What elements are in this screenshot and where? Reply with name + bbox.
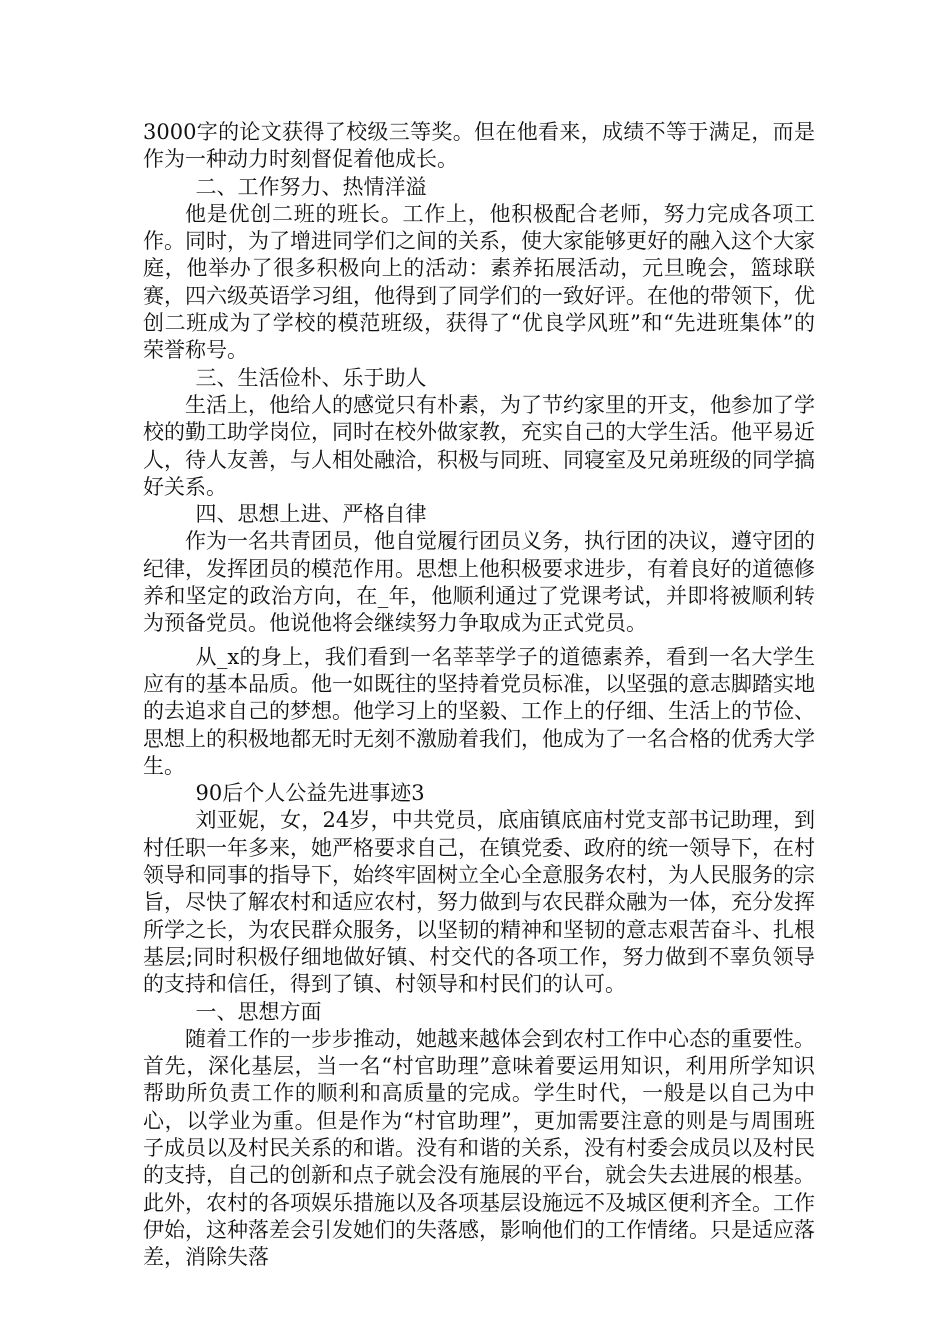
section-heading-thought: 四、思想上进、严格自律	[195, 502, 427, 527]
paragraph-life: 生活上，他给人的感觉只有朴素，为了节约家里的开支，他参加了学校的勤工助学岗位，同时在校外做家教，充实自己的大学生活。他平易近人，待人友善，与人相处融洽，积极与同班、同寝室及兄弟班级的同学搞好关系。	[143, 392, 815, 499]
document-subtitle: 90后个人公益先进事迹3	[195, 781, 425, 806]
document-body	[143, 119, 815, 1271]
section-heading-life: 三、生活俭朴、乐于助人	[195, 365, 427, 390]
paragraph-ideology: 随着工作的一步步推动，她越来越体会到农村工作中心态的重要性。首先，深化基层，当一名“村官助理”意味着要运用知识，利用所学知识帮助所负责工作的顺利和高质量的完成。学生时代，一般是以自己为中心，以学业为重。但是作为“村官助理”，更加需要注意的则是与周围班子成员以及村民关系的和谐。没有和谐的关系，没有村委会成员以及村民的支持，自己的创新和点子就会没有施展的平台，就会失去进展的根基。此外，农村的各项娱乐措施以及各项基层设施远不及城区便利齐全。工作伊始，这种落差会引发她们的失落感，影响他们的工作情绪。只是适应落差，消除失落	[143, 1026, 815, 1270]
paragraph-thought: 作为一名共青团员，他自觉履行团员义务，执行团的决议，遵守团的纪律，发挥团员的模范作用。思想上他积极要求进步，有着良好的道德修养和坚定的政治方向，在_年，他顺利通过了党课考试，并即将被顺利转为预备党员。他说他将会继续努力争取成为正式党员。	[143, 529, 815, 636]
paragraph-profile: 刘亚妮，女，24岁，中共党员，底庙镇底庙村党支部书记助理，到村任职一年多来，她严格要求自己，在镇党委、政府的统一领导下，在村领导和同事的指导下，始终牢固树立全心全意服务农村，为人民服务的宗旨，尽快了解农村和适应农村，努力做到与农民群众融为一体，充分发挥所学之长，为农民群众服务，以坚韧的精神和坚韧的意志艰苦奋斗、扎根基层;同时积极仔细地做好镇、村交代的各项工作，努力做到不辜负领导的支持和信任，得到了镇、村领导和村民们的认可。	[143, 808, 815, 997]
paragraph-award-continuation: 3000字的论文获得了校级三等奖。但在他看来，成绩不等于满足，而是作为一种动力时刻督促着他成长。	[143, 120, 815, 172]
section-heading-work: 二、工作努力、热情洋溢	[195, 174, 427, 199]
paragraph-summary: 从_x的身上，我们看到一名莘莘学子的道德素养，看到一名大学生应有的基本品质。他一如既往的坚持着党员标准，以坚强的意志脚踏实地的去追求自己的梦想。他学习上的坚毅、工作上的仔细、生活上的节俭、思想上的积极地都无时无刻不激励着我们，他成为了一名合格的优秀大学生。	[143, 644, 815, 778]
section-heading-ideology: 一、思想方面	[195, 999, 322, 1024]
paragraph-work: 他是优创二班的班长。工作上，他积极配合老师，努力完成各项工作。同时，为了增进同学们之间的关系，使大家能够更好的融入这个大家庭，他举办了很多积极向上的活动：素养拓展活动，元旦晚会，篮球联赛，四六级英语学习组，他得到了同学们的一致好评。在他的带领下，优创二班成为了学校的模范班级，获得了“优良学风班”和“先进班集体”的荣誉称号。	[143, 201, 815, 363]
